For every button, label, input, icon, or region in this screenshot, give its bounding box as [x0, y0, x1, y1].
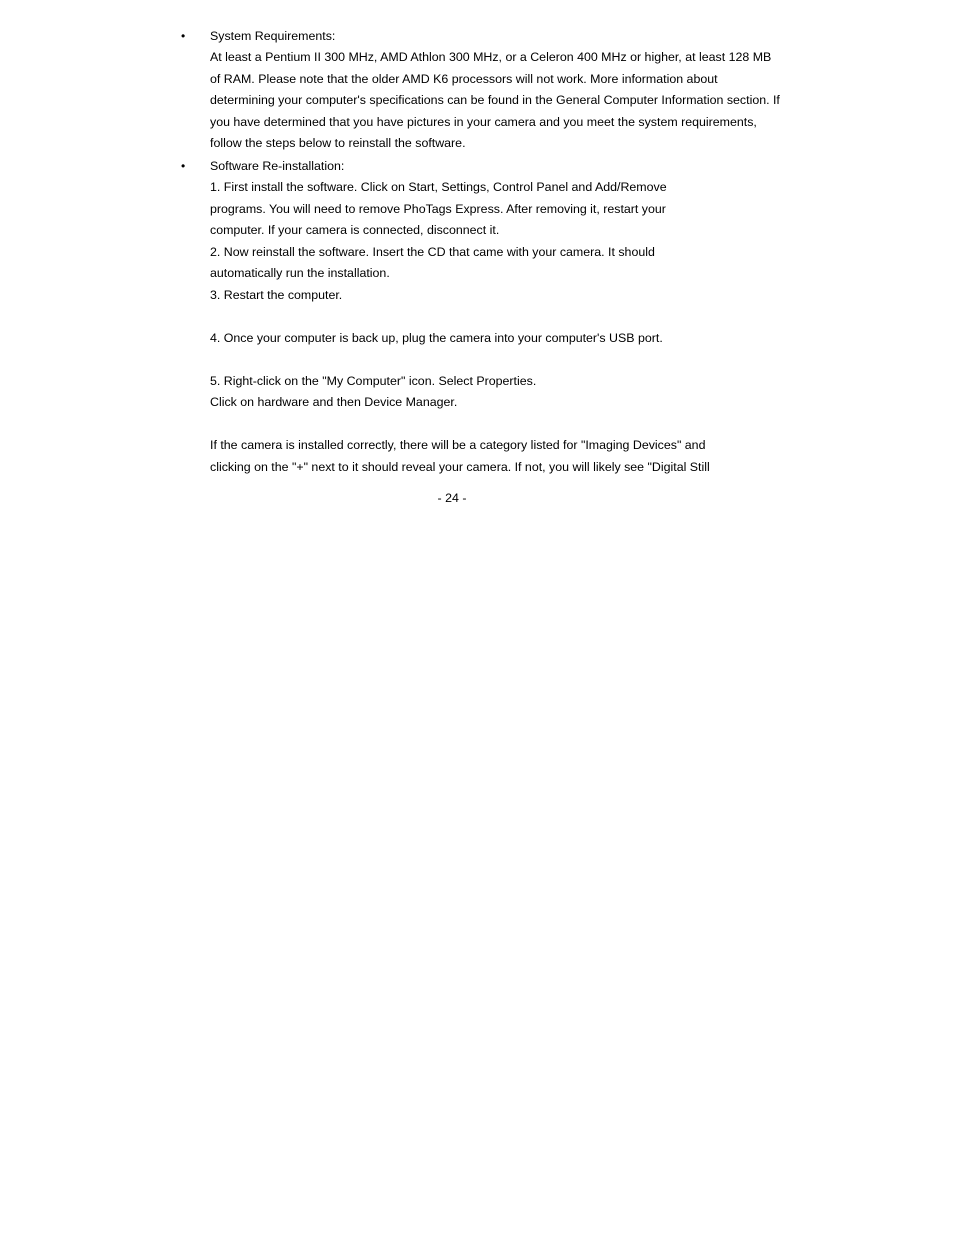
- step-line: 5. Right-click on the "My Computer" icon. Select Properties.: [210, 374, 537, 388]
- paragraph-line: you have determined that you have pictures in your camera and you meet the system requirements,: [210, 115, 757, 129]
- step-line: 3. Restart the computer.: [210, 288, 343, 302]
- bullet-software-reinstallation: •: [181, 159, 186, 173]
- bullet-system-requirements: •: [181, 29, 186, 43]
- page-number: - 24 -: [437, 491, 467, 505]
- step-line: 1. First install the software. Click on Start, Settings, Control Panel and Add/Remove: [210, 180, 667, 194]
- paragraph-line: At least a Pentium II 300 MHz, AMD Athlon 300 MHz, or a Celeron 400 MHz or higher, at least 128 MB: [210, 50, 772, 64]
- step-line: 2. Now reinstall the software. Insert the CD that came with your camera. It should: [210, 245, 655, 259]
- step-line: If the camera is installed correctly, there will be a category listed for "Imaging Devices" and: [210, 438, 706, 452]
- heading-software-reinstallation: Software Re-installation:: [210, 159, 345, 173]
- paragraph-line: determining your computer's specifications can be found in the General Computer Information section. If: [210, 93, 780, 107]
- paragraph-line: of RAM. Please note that the older AMD K6 processors will not work. More information about: [210, 72, 718, 86]
- step-line: programs. You will need to remove PhoTags Express. After removing it, restart your: [210, 202, 666, 216]
- paragraph-line: follow the steps below to reinstall the software.: [210, 136, 466, 150]
- step-line: Click on hardware and then Device Manager.: [210, 395, 458, 409]
- step-line: computer. If your camera is connected, disconnect it.: [210, 223, 500, 237]
- step-line: clicking on the "+" next to it should reveal your camera. If not, you will likely see "Digital Still: [210, 460, 710, 474]
- step-line: automatically run the installation.: [210, 266, 390, 280]
- heading-system-requirements: System Requirements:: [210, 29, 336, 43]
- step-line: 4. Once your computer is back up, plug the camera into your computer's USB port.: [210, 331, 663, 345]
